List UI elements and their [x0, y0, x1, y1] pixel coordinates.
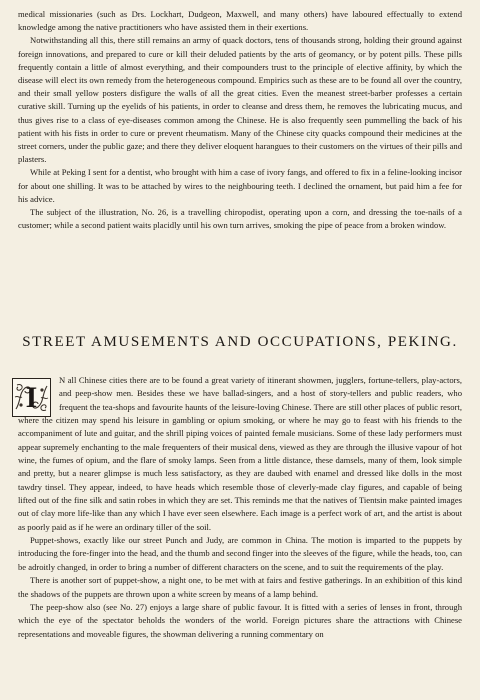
paragraph: Puppet-shows, exactly like our street Punch and Judy, are common in China. The motion is imparted to the puppets by introducing the fore-finger into the head, and the thumb and second finger into the sleeves of the figure, while the heads, too, can be adroitly changed, in order to bring a number of different characters on the scene, and to suit the requirements of the play.	[18, 535, 462, 572]
paragraph: medical missionaries (such as Drs. Lockhart, Dudgeon, Maxwell, and many others) have laboured effectually to extend knowledge among the native practitioners who have assisted them in their exertions.	[18, 9, 462, 33]
top-text-block	[18, 8, 462, 232]
paragraph: The peep-show also (see No. 27) enjoys a large share of public favour. It is fitted with a series of lenses in front, through which the eye of the spectator beholds the wonders of the world. Foreign pictures share the attractions with Chinese representations and moveable figures, the showman delivering a running commentary on	[18, 601, 462, 639]
drop-cap-spacer	[18, 374, 56, 414]
paragraph: The subject of the illustration, No. 26, is a travelling chiropodist, operating upon a corn, and dressing the toe-nails of a customer; while a second patient waits placidly until his own turn arrives, smoking the pipe of peace from a broken window.	[18, 207, 462, 231]
section-title: STREET AMUSEMENTS AND OCCUPATIONS, PEKING.	[22, 334, 458, 350]
paragraph	[18, 374, 462, 534]
bottom-text-block	[18, 374, 462, 641]
first-paragraph-text: N all Chinese cities there are to be found a great variety of itinerant showmen, jugglers, fortune-tellers, play-actors, and peep-show men. Besides these we have ballad-singers, and a host of story-tellers and public readers, who frequent the tea-shops and favourite haunts of the leisure-loving Chinese. There are still other places of public resort, where the citizen may spend his leisure in gambling or opium smoking, or where he may go to feast with his friends to the accompaniment of lute and guitar, and the shrill piping voices of painted female musicians. Some of these lady performers must appear supremely enchanting to the male frequenters of their musical dens, viewed as they are through the illusive vapour of hot wine, the fumes of opium, and the flare of smoky lamps. Seen from a little distance, these damsels, many of them, look simple and pretty, but a nearer glimpse is much less satisfactory, as they are daubed with enamel and dressed like dolls in the most tawdry tinsel. They appear, indeed, to have heads which resemble those of cleverly-made clay figures, and capable of being lifted out of the fine silk and satin robes in which they are set. This reminds me that the natives of Tientsin make painted images out of clay more life-like than any which I have ever seen elsewhere. Each image is a perfect work of art, and the artist is about as poorly paid as if he were an ordinary tiller of the soil.	[18, 375, 462, 532]
paragraph: Notwithstanding all this, there still remains an army of quack doctors, tens of thousands strong, holding their ground against foreign innovations, and prepared to cure or kill their deluded patients by the arts of geomancy, or by potent pills. These pills frequently contain a little of almost everything, and their compounders trust to the principle of elective affinity, by which the disease will elect its own remedy from the heterogeneous compound. Empirics such as these are to be found all over the country, and their small yellow posters disfigure the walls of all the great cities. Even the meanest street-barber professes a certain curative skill. Turning up the eyelids of his patients, in order to cleanse and dress them, he removes the lubricating mucus, and thus gives rise to a class of eye-diseases common among the Chinese. He is also frequently seen pummelling the back of his patient with his fists in order to cure or prevent rheumatism. Many of the Chinese city quacks compound their medicines at the street corners, under the public gaze; and there they deliver eloquent harangues to their customers on the virtues of their pills and plasters.	[18, 35, 462, 165]
drop-cap-letter: I	[25, 381, 38, 414]
paragraph: There is another sort of puppet-show, a night one, to be met with at fairs and festive gatherings. In an exhibition of this kind the shadows of the puppets are thrown upon a white screen by means of a lamp behind.	[18, 575, 462, 599]
paragraph: While at Peking I sent for a dentist, who brought with him a case of ivory fangs, and offered to fix in a feline-looking incisor for about one shilling. It was to be attached by wires to the neighbouring teeth. I declined the ornament, but paid him a fee for his advice.	[18, 167, 462, 204]
